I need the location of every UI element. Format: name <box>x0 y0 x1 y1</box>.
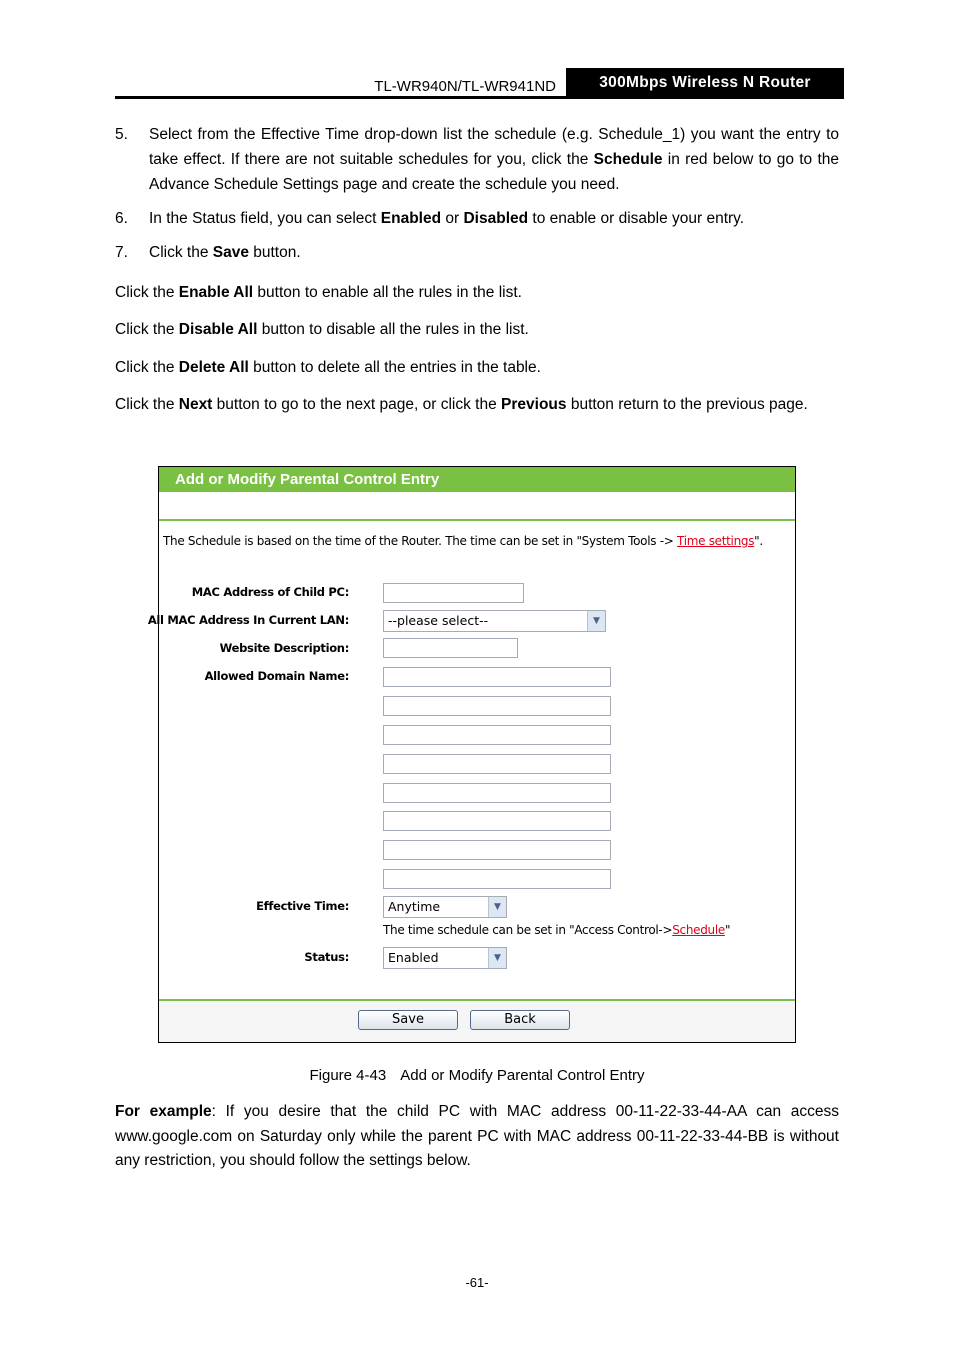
para-text: Click the <box>115 359 179 376</box>
step-6 <box>115 206 839 231</box>
step-7 <box>115 240 839 265</box>
allowed-domain-input-3[interactable] <box>383 725 611 745</box>
allowed-domain-input-2[interactable] <box>383 696 611 716</box>
step-5 <box>115 122 839 197</box>
para-disable-all <box>115 317 839 342</box>
panel-title: Add or Modify Parental Control Entry <box>159 467 795 492</box>
note-text: The time schedule can be set in "Access Control-> <box>383 923 673 937</box>
divider <box>159 519 795 521</box>
back-button[interactable]: Back <box>470 1010 570 1030</box>
step-bold: Enabled <box>380 210 442 227</box>
schedule-time-note <box>163 533 763 549</box>
step-text: in red below to go to the Advance Schedule Settings page and create the schedule you need. <box>149 151 839 193</box>
save-button[interactable]: Save <box>358 1010 458 1030</box>
para-text: Click the <box>115 321 179 338</box>
select-value: Enabled <box>388 950 439 965</box>
note-text: The Schedule is based on the time of the Router. The time can be set in "System Tools -> <box>163 534 678 548</box>
caption-number: Figure 4-43 <box>309 1067 387 1084</box>
para-text: button to delete all the entries in the table. <box>248 359 541 376</box>
mac-child-input[interactable] <box>383 583 524 603</box>
step-text: button. <box>248 244 301 261</box>
para-enable-all <box>115 280 839 305</box>
step-bold: Schedule <box>593 151 663 168</box>
access-control-schedule-note <box>383 923 730 937</box>
status-label: Status: <box>304 950 349 964</box>
para-bold: Enable All <box>178 284 254 301</box>
allowed-domain-label: Allowed Domain Name: <box>204 669 349 683</box>
allowed-domain-input-5[interactable] <box>383 783 611 803</box>
all-mac-label: All MAC Address In Current LAN: <box>147 613 349 627</box>
step-number: 6. <box>115 210 128 227</box>
mac-child-label: MAC Address of Child PC: <box>191 585 349 599</box>
para-bold: Disable All <box>178 321 258 338</box>
para-text: button return to the previous page. <box>566 396 808 413</box>
para-bold: Next <box>178 396 213 413</box>
para-text: Click the <box>115 284 179 301</box>
allowed-domain-input-6[interactable] <box>383 811 611 831</box>
allowed-domain-input-4[interactable] <box>383 754 611 774</box>
allowed-domain-input-8[interactable] <box>383 869 611 889</box>
caption-text: Add or Modify Parental Control Entry <box>400 1067 645 1084</box>
allowed-domain-input-7[interactable] <box>383 840 611 860</box>
website-description-label: Website Description: <box>219 641 349 655</box>
all-mac-select[interactable] <box>383 610 606 632</box>
effective-time-select[interactable] <box>383 896 507 918</box>
step-text: Select from the Effective Time drop-down list the schedule (e.g. Schedule_1) you want the entry to take effect. If there are not suitable schedules for you, click the <box>149 126 839 168</box>
select-value: --please select-- <box>388 613 489 628</box>
para-text: button to enable all the rules in the list. <box>253 284 522 301</box>
step-number: 7. <box>115 244 128 261</box>
step-text: In the Status field, you can select <box>149 210 381 227</box>
schedule-link[interactable]: Schedule <box>672 923 725 937</box>
para-next-previous <box>115 392 839 417</box>
para-text: button to go to the next page, or click the <box>212 396 502 413</box>
select-value: Anytime <box>388 899 441 914</box>
parental-control-entry-screenshot <box>147 466 796 1043</box>
para-text: Click the <box>115 396 179 413</box>
para-text: : If you desire that the child PC with MAC address 00-11-22-33-44-AA can access www.google.com on Saturday only while the parent PC with MAC address 00-11-22-33-44-BB is without any restriction, you should follow the settings below. <box>115 1103 839 1169</box>
header-product-title: 300Mbps Wireless N Router <box>566 68 844 98</box>
step-bold: Disabled <box>463 210 529 227</box>
chevron-down-icon[interactable]: ▼ <box>488 897 506 917</box>
header-rule <box>115 96 844 99</box>
note-text: ". <box>754 534 763 548</box>
header-model: TL-WR940N/TL-WR941ND <box>374 78 556 95</box>
para-text: button to disable all the rules in the list. <box>257 321 529 338</box>
step-bold: Save <box>212 244 249 261</box>
effective-time-label: Effective Time: <box>256 899 349 913</box>
figure-caption <box>115 1066 839 1086</box>
allowed-domain-input-1[interactable] <box>383 667 611 687</box>
para-bold: For example <box>115 1103 212 1120</box>
para-delete-all <box>115 355 839 380</box>
para-example <box>115 1100 839 1174</box>
time-settings-link[interactable]: Time settings <box>677 534 755 548</box>
para-bold: Delete All <box>178 359 249 376</box>
divider <box>159 999 795 1001</box>
status-select[interactable] <box>383 947 507 969</box>
step-number: 5. <box>115 126 128 143</box>
step-list <box>115 122 839 274</box>
step-text: to enable or disable your entry. <box>528 210 745 227</box>
para-bold: Previous <box>501 396 567 413</box>
page-number: -61- <box>465 1275 489 1290</box>
chevron-down-icon[interactable]: ▼ <box>587 611 605 631</box>
step-text: or <box>441 210 464 227</box>
website-description-input[interactable] <box>383 638 518 658</box>
note-text: " <box>724 923 731 937</box>
step-text: Click the <box>149 244 213 261</box>
chevron-down-icon[interactable]: ▼ <box>488 948 506 968</box>
